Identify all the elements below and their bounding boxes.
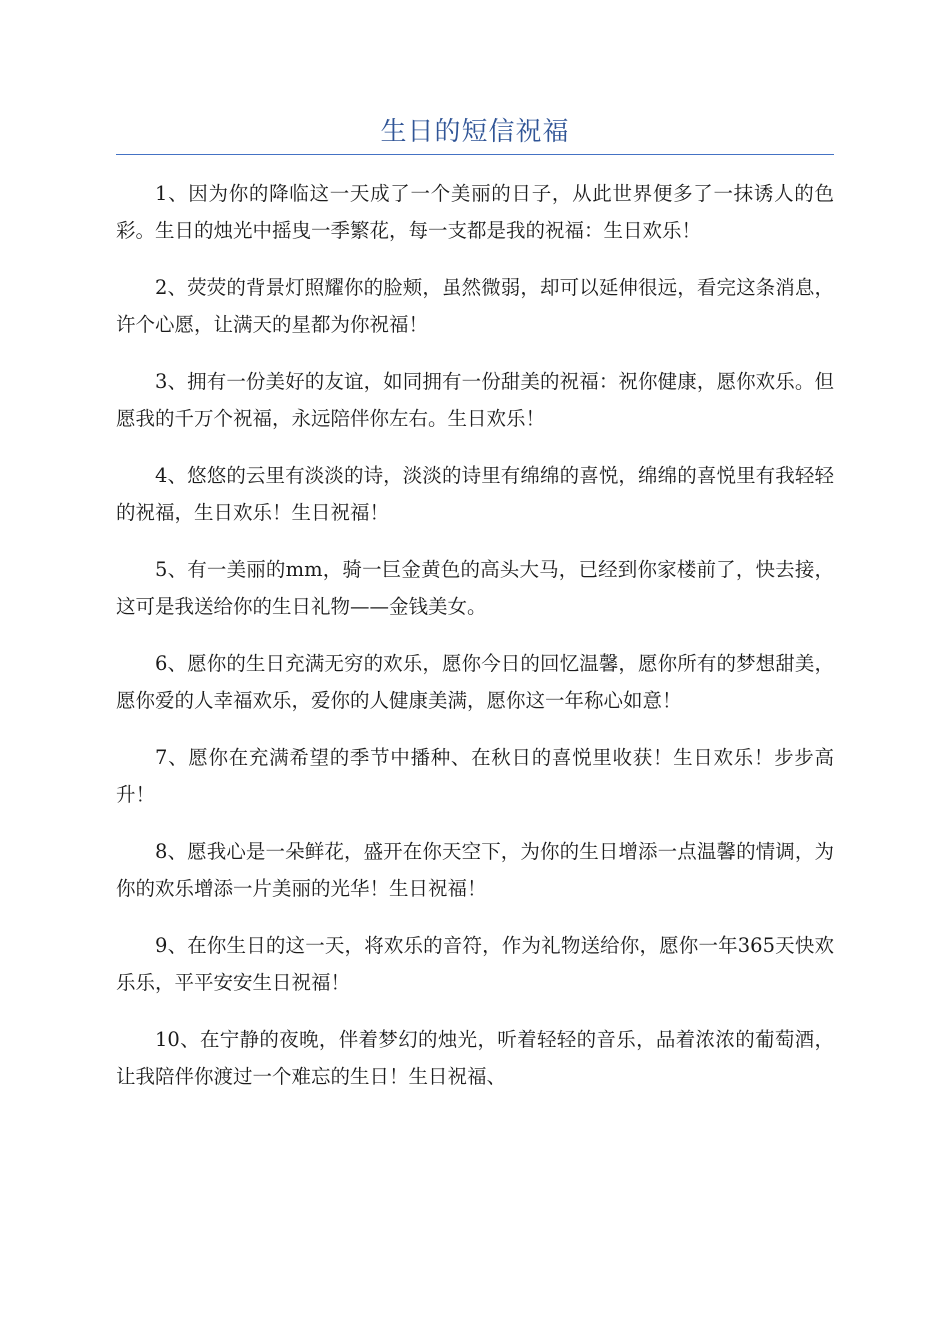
paragraph-1: 1、因为你的降临这一天成了一个美丽的日子，从此世界便多了一抹诱人的色彩。生日的烛光中摇曳一季繁花，每一支都是我的祝福：生日欢乐！ bbox=[116, 182, 834, 242]
page-title: 生日的短信祝福 bbox=[380, 117, 570, 147]
title-underline bbox=[116, 154, 834, 155]
paragraph-9: 9、在你生日的这一天，将欢乐的音符，作为礼物送给你，愿你一年365天快欢乐乐，平平安安生日祝福！ bbox=[116, 934, 834, 994]
paragraph-3: 3、拥有一份美好的友谊，如同拥有一份甜美的祝福：祝你健康，愿你欢乐。但愿我的千万个祝福，永远陪伴你左右。生日欢乐！ bbox=[116, 370, 834, 430]
paragraph-7: 7、愿你在充满希望的季节中播种、在秋日的喜悦里收获！生日欢乐！步步高升！ bbox=[116, 746, 834, 806]
paragraph-6: 6、愿你的生日充满无穷的欢乐，愿你今日的回忆温馨，愿你所有的梦想甜美，愿你爱的人幸福欢乐，爱你的人健康美满，愿你这一年称心如意！ bbox=[116, 652, 834, 712]
paragraph-2: 2、荧荧的背景灯照耀你的脸颊，虽然微弱，却可以延伸很远，看完这条消息，许个心愿，让满天的星都为你祝福！ bbox=[116, 276, 834, 336]
paragraph-10: 10、在宁静的夜晚，伴着梦幻的烛光，听着轻轻的音乐，品着浓浓的葡萄酒，让我陪伴你渡过一个难忘的生日！生日祝福、 bbox=[116, 1028, 834, 1088]
paragraph-8: 8、愿我心是一朵鲜花，盛开在你天空下，为你的生日增添一点温馨的情调，为你的欢乐增添一片美丽的光华！生日祝福！ bbox=[116, 840, 834, 900]
document-body bbox=[116, 175, 834, 1115]
paragraph-5: 5、有一美丽的mm，骑一巨金黄色的高头大马，已经到你家楼前了，快去接，这可是我送给你的生日礼物——金钱美女。 bbox=[116, 558, 834, 618]
paragraph-4: 4、悠悠的云里有淡淡的诗，淡淡的诗里有绵绵的喜悦，绵绵的喜悦里有我轻轻的祝福，生日欢乐！生日祝福！ bbox=[116, 464, 834, 524]
